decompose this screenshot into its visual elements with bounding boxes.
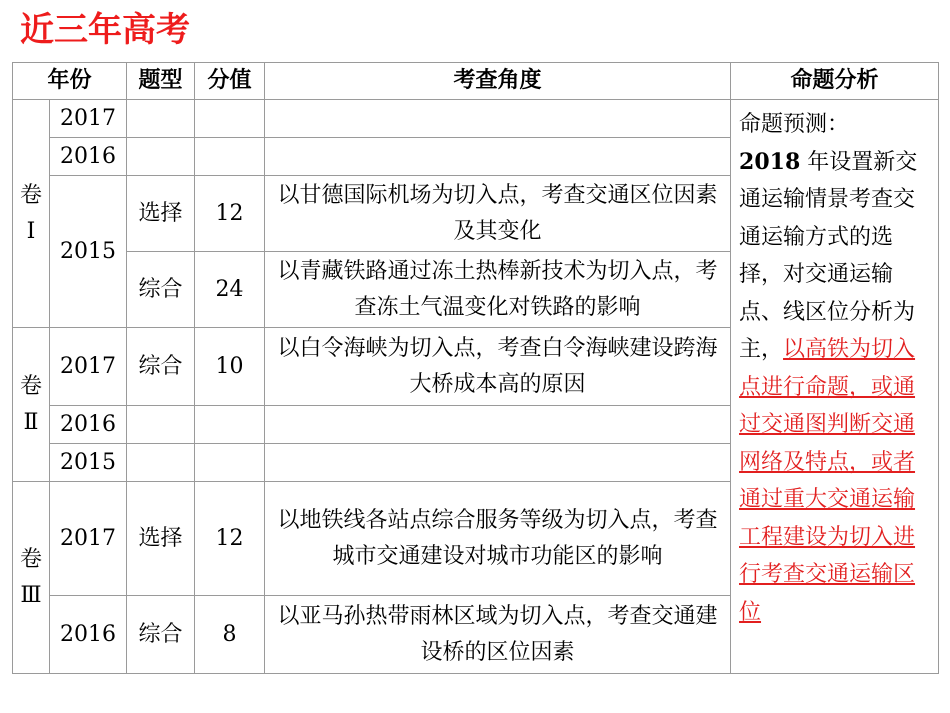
angle-cell xyxy=(265,406,731,444)
score-cell xyxy=(195,444,265,482)
year-cell: 2017 xyxy=(50,328,127,406)
score-cell xyxy=(195,100,265,138)
angle-cell: 以白令海峡为切入点，考查白令海峡建设跨海大桥成本高的原因 xyxy=(265,328,731,406)
angle-cell xyxy=(265,444,731,482)
page-title: 近三年高考 xyxy=(20,10,190,50)
year-cell: 2015 xyxy=(50,176,127,328)
volume-3-cell xyxy=(13,482,50,674)
angle-cell xyxy=(265,100,731,138)
angle-cell: 以地铁线各站点综合服务等级为切入点，考查城市交通建设对城市功能区的影响 xyxy=(265,482,731,596)
type-cell xyxy=(127,138,195,176)
angle-cell xyxy=(265,138,731,176)
score-cell: 12 xyxy=(195,482,265,596)
exam-analysis-table xyxy=(12,62,939,674)
analysis-text: 年设置新交通运输情景考查交通运输方式的选择，对交通运输点、线区位分析为主， xyxy=(739,149,918,362)
volume-1-cell xyxy=(13,100,50,328)
volume-numeral: Ⅰ xyxy=(26,218,36,244)
volume-label: 卷 xyxy=(19,373,42,399)
score-cell: 24 xyxy=(195,252,265,328)
score-cell xyxy=(195,138,265,176)
type-cell: 选择 xyxy=(127,482,195,596)
year-cell: 2015 xyxy=(50,444,127,482)
angle-cell: 以亚马孙热带雨林区域为切入点，考查交通建设桥的区位因素 xyxy=(265,596,731,674)
angle-cell: 以青藏铁路通过冻土热棒新技术为切入点，考查冻土气温变化对铁路的影响 xyxy=(265,252,731,328)
header-score: 分值 xyxy=(195,63,265,100)
year-cell: 2017 xyxy=(50,100,127,138)
volume-2-cell xyxy=(13,328,50,482)
header-type: 题型 xyxy=(127,63,195,100)
header-angle: 考查角度 xyxy=(265,63,731,100)
score-cell xyxy=(195,406,265,444)
analysis-highlight: 以高铁为切入点进行命题，或通过交通图判断交通网络及特点，或者通过重大交通运输工程建设为切入进行考查交通运输区位 xyxy=(739,337,916,625)
type-cell: 选择 xyxy=(127,176,195,252)
header-analysis: 命题分析 xyxy=(731,63,939,100)
type-cell xyxy=(127,100,195,138)
type-cell xyxy=(127,406,195,444)
volume-label: 卷 xyxy=(19,546,42,572)
volume-numeral: Ⅲ xyxy=(20,582,42,608)
angle-cell: 以甘德国际机场为切入点，考查交通区位因素及其变化 xyxy=(265,176,731,252)
type-cell xyxy=(127,444,195,482)
score-cell: 10 xyxy=(195,328,265,406)
year-cell: 2016 xyxy=(50,596,127,674)
volume-label: 卷 xyxy=(19,182,42,208)
analysis-cell xyxy=(731,100,939,674)
header-year: 年份 xyxy=(13,63,127,100)
type-cell: 综合 xyxy=(127,328,195,406)
header-row xyxy=(13,63,939,100)
table-row xyxy=(13,100,939,138)
year-cell: 2016 xyxy=(50,406,127,444)
score-cell: 12 xyxy=(195,176,265,252)
analysis-year: 2018 xyxy=(739,148,801,175)
type-cell: 综合 xyxy=(127,596,195,674)
year-cell: 2016 xyxy=(50,138,127,176)
volume-numeral: Ⅱ xyxy=(23,409,39,435)
analysis-label: 命题预测： xyxy=(739,112,850,137)
score-cell: 8 xyxy=(195,596,265,674)
type-cell: 综合 xyxy=(127,252,195,328)
year-cell: 2017 xyxy=(50,482,127,596)
